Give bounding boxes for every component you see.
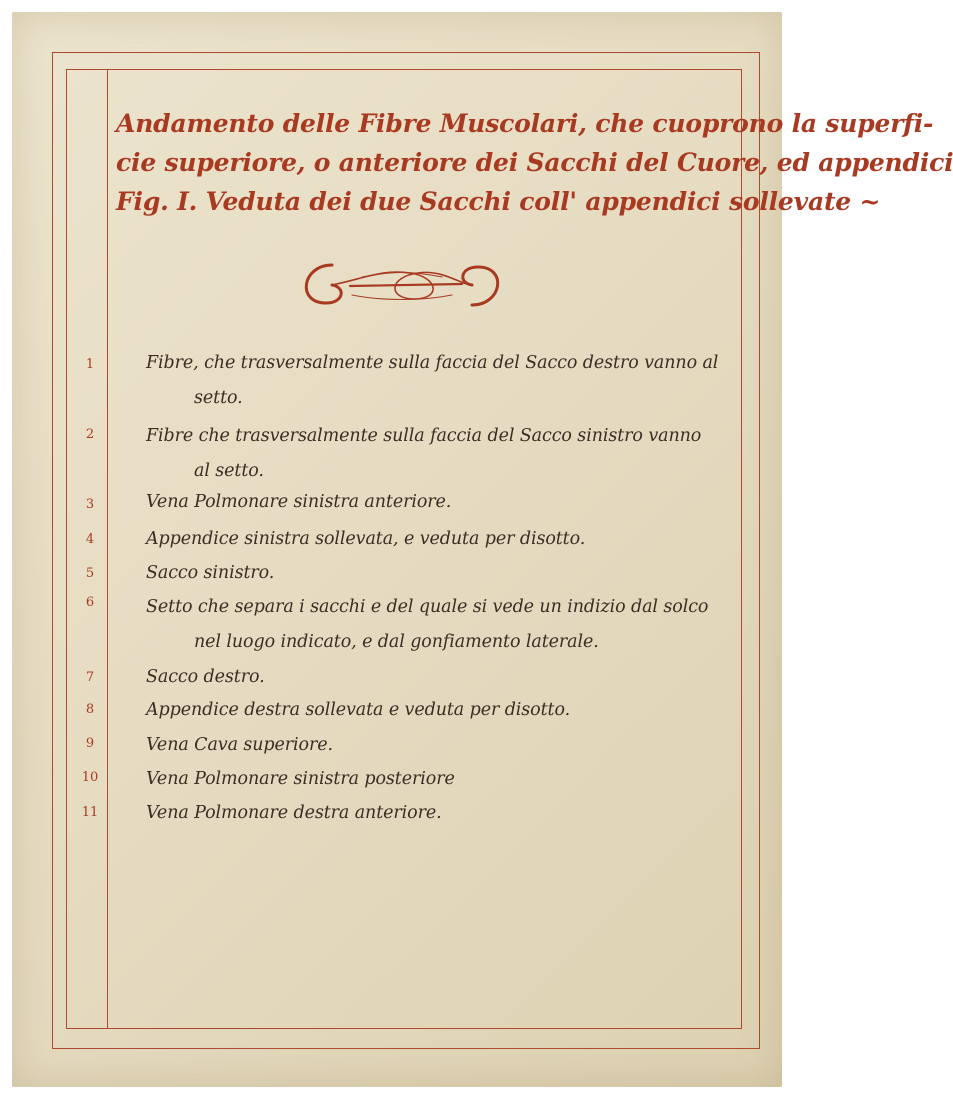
calligraphic-flourish-ornament	[292, 255, 512, 315]
legend-entry	[146, 556, 726, 591]
legend-number: 6	[85, 595, 95, 610]
legend-text-continued: al setto.	[194, 461, 264, 481]
legend-entry	[146, 796, 726, 831]
legend-number: 10	[81, 770, 99, 785]
legend-entry	[146, 522, 726, 557]
legend-entry	[146, 485, 726, 520]
legend-entry	[146, 660, 726, 695]
legend-text: Vena Polmonare destra anteriore.	[146, 803, 442, 823]
legend-text: Vena Polmonare sinistra posteriore	[146, 769, 455, 789]
legend-number: 3	[85, 497, 95, 512]
legend-text: Fibre che trasversalmente sulla faccia del Sacco sinistro vanno	[146, 426, 702, 446]
legend-text-continued: setto.	[194, 388, 243, 408]
legend-text-continued: nel luogo indicato, e dal gonfiamento laterale.	[194, 632, 599, 652]
legend-text: Vena Polmonare sinistra anteriore.	[146, 492, 452, 512]
legend-number: 2	[85, 427, 95, 442]
legend-text: Appendice sinistra sollevata, e veduta per disotto.	[146, 529, 586, 549]
page-title	[116, 104, 953, 221]
legend-entry	[146, 346, 726, 416]
legend-text: Sacco destro.	[146, 667, 265, 687]
legend-number: 4	[85, 532, 95, 547]
legend-number: 7	[85, 670, 95, 685]
legend-text: Setto che separa i sacchi e del quale si vede un indizio dal solco	[146, 597, 709, 617]
legend-entry	[146, 419, 726, 489]
title-line-1: Andamento delle Fibre Muscolari, che cuoprono la superfi-	[116, 109, 934, 138]
legend-entry	[146, 728, 726, 763]
legend-entry	[146, 693, 726, 728]
margin-rule	[107, 69, 108, 1029]
legend-number: 11	[81, 805, 99, 820]
legend-text: Fibre, che trasversalmente sulla faccia del Sacco destro vanno al	[146, 353, 719, 373]
legend-number: 8	[85, 702, 95, 717]
legend-number: 1	[85, 357, 95, 372]
legend-text: Sacco sinistro.	[146, 563, 275, 583]
legend-text: Vena Cava superiore.	[146, 735, 333, 755]
legend-number: 9	[85, 736, 95, 751]
legend-text: Appendice destra sollevata e veduta per disotto.	[146, 700, 571, 720]
title-line-2: cie superiore, o anteriore dei Sacchi del Cuore, ed appendici	[116, 148, 953, 177]
legend-entry	[146, 590, 726, 660]
title-line-3: Fig. I. Veduta dei due Sacchi coll' appendici sollevate ~	[116, 187, 881, 216]
legend-number: 5	[85, 566, 95, 581]
legend-entry	[146, 762, 726, 797]
